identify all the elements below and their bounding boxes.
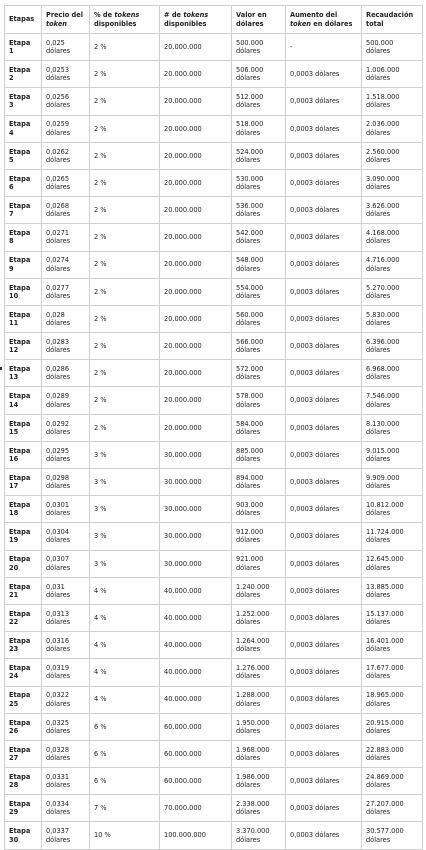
value-cell: 885.000 dólares bbox=[232, 441, 286, 468]
table-row bbox=[5, 469, 423, 496]
stage-cell: Etapa 6 bbox=[5, 169, 42, 196]
increase-cell: 0,0003 dólares bbox=[286, 224, 362, 251]
increase-cell: 0,0003 dólares bbox=[286, 632, 362, 659]
stage-cell: Etapa 16 bbox=[5, 441, 42, 468]
total-cell: 3.626.000 dólares bbox=[362, 197, 423, 224]
increase-cell: 0,0003 dólares bbox=[286, 305, 362, 332]
percent-cell: 2 % bbox=[90, 278, 160, 305]
table-row bbox=[5, 795, 423, 822]
stage-cell: Etapa 28 bbox=[5, 768, 42, 795]
total-cell: 9.015.000 dólares bbox=[362, 441, 423, 468]
value-cell: 2.338.000 dólares bbox=[232, 795, 286, 822]
value-cell: 1.252.000 dólares bbox=[232, 604, 286, 631]
stage-cell: Etapa 17 bbox=[5, 469, 42, 496]
total-cell: 5.830.000 dólares bbox=[362, 305, 423, 332]
tokens-cell: 20.000.000 bbox=[160, 251, 232, 278]
price-cell: 0,0259 dólares bbox=[42, 115, 90, 142]
increase-cell: 0,0003 dólares bbox=[286, 713, 362, 740]
price-cell: 0,025 dólares bbox=[42, 34, 90, 61]
increase-cell: 0,0003 dólares bbox=[286, 496, 362, 523]
price-cell: 0,0334 dólares bbox=[42, 795, 90, 822]
price-cell: 0,0319 dólares bbox=[42, 659, 90, 686]
increase-cell: 0,0003 dólares bbox=[286, 251, 362, 278]
table-row bbox=[5, 115, 423, 142]
stage-cell: Etapa 9 bbox=[5, 251, 42, 278]
percent-cell: 2 % bbox=[90, 61, 160, 88]
increase-cell: 0,0003 dólares bbox=[286, 822, 362, 849]
table-row bbox=[5, 142, 423, 169]
value-cell: 572.000 dólares bbox=[232, 360, 286, 387]
value-cell: 518.000 dólares bbox=[232, 115, 286, 142]
percent-cell: 2 % bbox=[90, 387, 160, 414]
table-row bbox=[5, 305, 423, 332]
percent-cell: 2 % bbox=[90, 414, 160, 441]
table-row bbox=[5, 740, 423, 767]
tokens-cell: 20.000.000 bbox=[160, 115, 232, 142]
price-cell: 0,0337 dólares bbox=[42, 822, 90, 849]
table-row bbox=[5, 713, 423, 740]
table-row bbox=[5, 604, 423, 631]
tokens-cell: 30.000.000 bbox=[160, 550, 232, 577]
tokens-cell: 30.000.000 bbox=[160, 523, 232, 550]
stage-cell: Etapa 5 bbox=[5, 142, 42, 169]
value-cell: 560.000 dólares bbox=[232, 305, 286, 332]
price-cell: 0,0325 dólares bbox=[42, 713, 90, 740]
total-cell: 24.869.000 dólares bbox=[362, 768, 423, 795]
price-cell: 0,0301 dólares bbox=[42, 496, 90, 523]
table-row bbox=[5, 197, 423, 224]
header-total-raised: Recaudación total bbox=[362, 6, 423, 34]
total-cell: 11.724.000 dólares bbox=[362, 523, 423, 550]
percent-cell: 4 % bbox=[90, 577, 160, 604]
stage-cell: Etapa 19 bbox=[5, 523, 42, 550]
total-cell: 18.965.000 dólares bbox=[362, 686, 423, 713]
value-cell: 542.000 dólares bbox=[232, 224, 286, 251]
stage-cell: Etapa 27 bbox=[5, 740, 42, 767]
total-cell: 22.883.000 dólares bbox=[362, 740, 423, 767]
percent-cell: 2 % bbox=[90, 34, 160, 61]
table-row bbox=[5, 686, 423, 713]
total-cell: 17.677.000 dólares bbox=[362, 659, 423, 686]
price-cell: 0,0331 dólares bbox=[42, 768, 90, 795]
value-cell: 566.000 dólares bbox=[232, 333, 286, 360]
price-cell: 0,0307 dólares bbox=[42, 550, 90, 577]
tokens-cell: 20.000.000 bbox=[160, 197, 232, 224]
total-cell: 16.401.000 dólares bbox=[362, 632, 423, 659]
price-cell: 0,0304 dólares bbox=[42, 523, 90, 550]
stage-cell: Etapa 13 bbox=[5, 360, 42, 387]
increase-cell: 0,0003 dólares bbox=[286, 768, 362, 795]
increase-cell: 0,0003 dólares bbox=[286, 523, 362, 550]
table-row bbox=[5, 34, 423, 61]
price-cell: 0,0289 dólares bbox=[42, 387, 90, 414]
percent-cell: 3 % bbox=[90, 496, 160, 523]
presale-stages-table bbox=[4, 5, 423, 850]
stage-cell: Etapa 29 bbox=[5, 795, 42, 822]
percent-cell: 6 % bbox=[90, 713, 160, 740]
price-cell: 0,0328 dólares bbox=[42, 740, 90, 767]
price-cell: 0,0277 dólares bbox=[42, 278, 90, 305]
tokens-cell: 40.000.000 bbox=[160, 686, 232, 713]
percent-cell: 2 % bbox=[90, 142, 160, 169]
tokens-cell: 20.000.000 bbox=[160, 414, 232, 441]
table-row bbox=[5, 441, 423, 468]
percent-cell: 7 % bbox=[90, 795, 160, 822]
table-row bbox=[5, 496, 423, 523]
price-cell: 0,0298 dólares bbox=[42, 469, 90, 496]
increase-cell: 0,0003 dólares bbox=[286, 469, 362, 496]
price-cell: 0,0313 dólares bbox=[42, 604, 90, 631]
percent-cell: 4 % bbox=[90, 632, 160, 659]
stage-cell: Etapa 3 bbox=[5, 88, 42, 115]
increase-cell: 0,0003 dólares bbox=[286, 115, 362, 142]
table-row bbox=[5, 278, 423, 305]
percent-cell: 3 % bbox=[90, 550, 160, 577]
total-cell: 12.645.000 dólares bbox=[362, 550, 423, 577]
header-percent-available: % de tokens disponibles bbox=[90, 6, 160, 34]
increase-cell: 0,0003 dólares bbox=[286, 278, 362, 305]
increase-cell: 0,0003 dólares bbox=[286, 740, 362, 767]
value-cell: 3.370.000 dólares bbox=[232, 822, 286, 849]
header-row bbox=[5, 6, 423, 34]
value-cell: 554.000 dólares bbox=[232, 278, 286, 305]
total-cell: 2.036.000 dólares bbox=[362, 115, 423, 142]
increase-cell: 0,0003 dólares bbox=[286, 659, 362, 686]
price-cell: 0,0256 dólares bbox=[42, 88, 90, 115]
percent-cell: 3 % bbox=[90, 441, 160, 468]
table-body bbox=[5, 34, 423, 850]
total-cell: 13.885.000 dólares bbox=[362, 577, 423, 604]
total-cell: 4.168.000 dólares bbox=[362, 224, 423, 251]
total-cell: 8.130.000 dólares bbox=[362, 414, 423, 441]
price-cell: 0,0295 dólares bbox=[42, 441, 90, 468]
percent-cell: 4 % bbox=[90, 686, 160, 713]
increase-cell: 0,0003 dólares bbox=[286, 604, 362, 631]
header-stages: Etapas bbox=[5, 6, 42, 34]
stage-cell: Etapa 10 bbox=[5, 278, 42, 305]
total-cell: 27.207.000 dólares bbox=[362, 795, 423, 822]
table-row bbox=[5, 822, 423, 849]
increase-cell: 0,0003 dólares bbox=[286, 360, 362, 387]
increase-cell: 0,0003 dólares bbox=[286, 550, 362, 577]
tokens-cell: 40.000.000 bbox=[160, 577, 232, 604]
tokens-cell: 30.000.000 bbox=[160, 496, 232, 523]
price-cell: 0,0265 dólares bbox=[42, 169, 90, 196]
tokens-cell: 100.000.000 bbox=[160, 822, 232, 849]
price-cell: 0,0283 dólares bbox=[42, 333, 90, 360]
price-cell: 0,0292 dólares bbox=[42, 414, 90, 441]
value-cell: 584.000 dólares bbox=[232, 414, 286, 441]
stage-cell: Etapa 20 bbox=[5, 550, 42, 577]
table-row bbox=[5, 768, 423, 795]
total-cell: 5.270.000 dólares bbox=[362, 278, 423, 305]
increase-cell: 0,0003 dólares bbox=[286, 169, 362, 196]
tokens-cell: 20.000.000 bbox=[160, 34, 232, 61]
value-cell: 912.000 dólares bbox=[232, 523, 286, 550]
value-cell: 512.000 dólares bbox=[232, 88, 286, 115]
total-cell: 3.090.000 dólares bbox=[362, 169, 423, 196]
price-cell: 0,0253 dólares bbox=[42, 61, 90, 88]
value-cell: 530.000 dólares bbox=[232, 169, 286, 196]
tokens-cell: 60.000.000 bbox=[160, 713, 232, 740]
tokens-cell: 60.000.000 bbox=[160, 768, 232, 795]
increase-cell: 0,0003 dólares bbox=[286, 414, 362, 441]
price-cell: 0,0286 dólares bbox=[42, 360, 90, 387]
total-cell: 10.812.000 dólares bbox=[362, 496, 423, 523]
increase-cell: 0,0003 dólares bbox=[286, 333, 362, 360]
increase-cell: 0,0003 dólares bbox=[286, 197, 362, 224]
price-cell: 0,0322 dólares bbox=[42, 686, 90, 713]
stage-cell: Etapa 23 bbox=[5, 632, 42, 659]
tokens-cell: 40.000.000 bbox=[160, 659, 232, 686]
total-cell: 9.909.000 dólares bbox=[362, 469, 423, 496]
table-row bbox=[5, 577, 423, 604]
value-cell: 1.264.000 dólares bbox=[232, 632, 286, 659]
table-row bbox=[5, 550, 423, 577]
stage-cell: Etapa 8 bbox=[5, 224, 42, 251]
tokens-cell: 40.000.000 bbox=[160, 604, 232, 631]
price-cell: 0,0268 dólares bbox=[42, 197, 90, 224]
total-cell: 20.915.000 dólares bbox=[362, 713, 423, 740]
total-cell: 6.968.000 dólares bbox=[362, 360, 423, 387]
value-cell: 506.000 dólares bbox=[232, 61, 286, 88]
stage-cell: Etapa 25 bbox=[5, 686, 42, 713]
tokens-cell: 60.000.000 bbox=[160, 740, 232, 767]
stage-cell: Etapa 4 bbox=[5, 115, 42, 142]
percent-cell: 2 % bbox=[90, 88, 160, 115]
percent-cell: 2 % bbox=[90, 251, 160, 278]
total-cell: 4.716.000 dólares bbox=[362, 251, 423, 278]
tokens-cell: 30.000.000 bbox=[160, 469, 232, 496]
percent-cell: 4 % bbox=[90, 659, 160, 686]
increase-cell: 0,0003 dólares bbox=[286, 577, 362, 604]
table-row bbox=[5, 88, 423, 115]
table-row bbox=[5, 387, 423, 414]
stage-cell: Etapa 22 bbox=[5, 604, 42, 631]
tokens-cell: 20.000.000 bbox=[160, 88, 232, 115]
increase-cell: 0,0003 dólares bbox=[286, 686, 362, 713]
tokens-cell: 70.000.000 bbox=[160, 795, 232, 822]
header-tokens-available: # de tokens disponibles bbox=[160, 6, 232, 34]
stage-cell: Etapa 14 bbox=[5, 387, 42, 414]
value-cell: 921.000 dólares bbox=[232, 550, 286, 577]
value-cell: 500.000 dólares bbox=[232, 34, 286, 61]
value-cell: 1.968.000 dólares bbox=[232, 740, 286, 767]
table-row bbox=[5, 224, 423, 251]
price-cell: 0,0316 dólares bbox=[42, 632, 90, 659]
tokens-cell: 20.000.000 bbox=[160, 333, 232, 360]
increase-cell: 0,0003 dólares bbox=[286, 88, 362, 115]
percent-cell: 2 % bbox=[90, 360, 160, 387]
increase-cell: 0,0003 dólares bbox=[286, 795, 362, 822]
price-cell: 0,028 dólares bbox=[42, 305, 90, 332]
percent-cell: 4 % bbox=[90, 604, 160, 631]
value-cell: 894.000 dólares bbox=[232, 469, 286, 496]
percent-cell: 3 % bbox=[90, 469, 160, 496]
value-cell: 524.000 dólares bbox=[232, 142, 286, 169]
increase-cell: 0,0003 dólares bbox=[286, 441, 362, 468]
percent-cell: 2 % bbox=[90, 169, 160, 196]
percent-cell: 2 % bbox=[90, 197, 160, 224]
table-row bbox=[5, 360, 423, 387]
value-cell: 1.986.000 dólares bbox=[232, 768, 286, 795]
tokens-cell: 20.000.000 bbox=[160, 142, 232, 169]
stage-cell: Etapa 30 bbox=[5, 822, 42, 849]
stage-cell: Etapa 24 bbox=[5, 659, 42, 686]
table-row bbox=[5, 632, 423, 659]
price-cell: 0,0262 dólares bbox=[42, 142, 90, 169]
table-row bbox=[5, 414, 423, 441]
table-row bbox=[5, 523, 423, 550]
total-cell: 1.518.000 dólares bbox=[362, 88, 423, 115]
table-row bbox=[5, 659, 423, 686]
edge-marker bbox=[0, 367, 2, 370]
increase-cell: - bbox=[286, 34, 362, 61]
header-dollar-value: Valor en dólares bbox=[232, 6, 286, 34]
value-cell: 1.276.000 dólares bbox=[232, 659, 286, 686]
percent-cell: 3 % bbox=[90, 523, 160, 550]
percent-cell: 6 % bbox=[90, 740, 160, 767]
tokens-cell: 20.000.000 bbox=[160, 387, 232, 414]
price-cell: 0,031 dólares bbox=[42, 577, 90, 604]
tokens-cell: 20.000.000 bbox=[160, 278, 232, 305]
tokens-cell: 30.000.000 bbox=[160, 441, 232, 468]
tokens-cell: 20.000.000 bbox=[160, 305, 232, 332]
percent-cell: 6 % bbox=[90, 768, 160, 795]
tokens-cell: 20.000.000 bbox=[160, 169, 232, 196]
table-row bbox=[5, 61, 423, 88]
stage-cell: Etapa 7 bbox=[5, 197, 42, 224]
percent-cell: 2 % bbox=[90, 305, 160, 332]
stage-cell: Etapa 11 bbox=[5, 305, 42, 332]
stage-cell: Etapa 18 bbox=[5, 496, 42, 523]
value-cell: 1.240.000 dólares bbox=[232, 577, 286, 604]
stage-cell: Etapa 2 bbox=[5, 61, 42, 88]
percent-cell: 2 % bbox=[90, 115, 160, 142]
header-token-price: Precio del token bbox=[42, 6, 90, 34]
tokens-cell: 40.000.000 bbox=[160, 632, 232, 659]
stage-cell: Etapa 21 bbox=[5, 577, 42, 604]
total-cell: 500.000 dólares bbox=[362, 34, 423, 61]
stage-cell: Etapa 1 bbox=[5, 34, 42, 61]
value-cell: 1.950.000 dólares bbox=[232, 713, 286, 740]
total-cell: 2.560.000 dólares bbox=[362, 142, 423, 169]
total-cell: 6.396.000 dólares bbox=[362, 333, 423, 360]
stage-cell: Etapa 15 bbox=[5, 414, 42, 441]
tokens-cell: 20.000.000 bbox=[160, 360, 232, 387]
percent-cell: 2 % bbox=[90, 224, 160, 251]
increase-cell: 0,0003 dólares bbox=[286, 387, 362, 414]
value-cell: 578.000 dólares bbox=[232, 387, 286, 414]
price-cell: 0,0274 dólares bbox=[42, 251, 90, 278]
value-cell: 1.288.000 dólares bbox=[232, 686, 286, 713]
stage-cell: Etapa 12 bbox=[5, 333, 42, 360]
value-cell: 536.000 dólares bbox=[232, 197, 286, 224]
value-cell: 548.000 dólares bbox=[232, 251, 286, 278]
tokens-cell: 20.000.000 bbox=[160, 61, 232, 88]
table-row bbox=[5, 169, 423, 196]
stage-cell: Etapa 26 bbox=[5, 713, 42, 740]
total-cell: 15.137.000 dólares bbox=[362, 604, 423, 631]
tokens-cell: 20.000.000 bbox=[160, 224, 232, 251]
value-cell: 903.000 dólares bbox=[232, 496, 286, 523]
price-cell: 0,0271 dólares bbox=[42, 224, 90, 251]
total-cell: 1.006.000 dólares bbox=[362, 61, 423, 88]
table-row bbox=[5, 251, 423, 278]
header-token-increase: Aumento del token en dólares bbox=[286, 6, 362, 34]
increase-cell: 0,0003 dólares bbox=[286, 142, 362, 169]
percent-cell: 10 % bbox=[90, 822, 160, 849]
total-cell: 30.577.000 dólares bbox=[362, 822, 423, 849]
percent-cell: 2 % bbox=[90, 333, 160, 360]
increase-cell: 0,0003 dólares bbox=[286, 61, 362, 88]
table-row bbox=[5, 333, 423, 360]
total-cell: 7.546.000 dólares bbox=[362, 387, 423, 414]
